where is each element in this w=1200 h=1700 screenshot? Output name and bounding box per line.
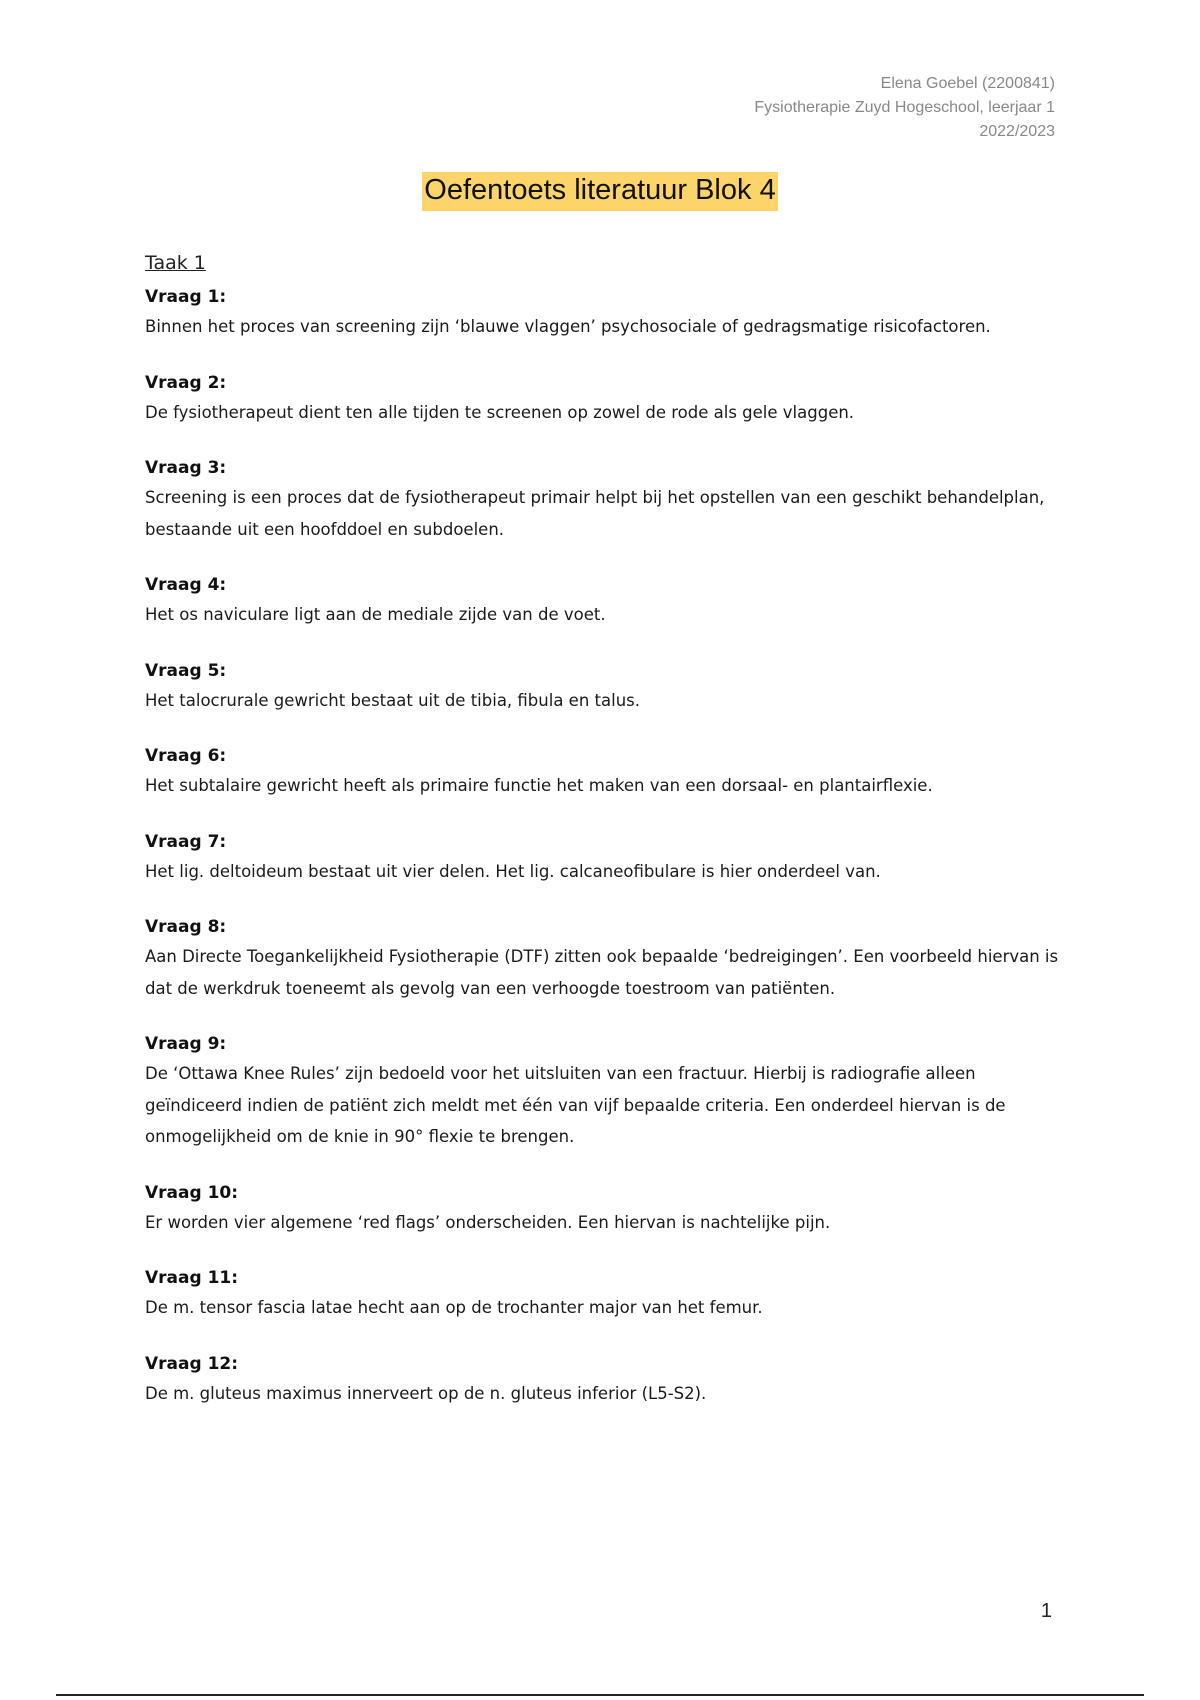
question-text: De m. gluteus maximus innerveert op de n. gluteus inferior (L5-S2). bbox=[145, 1383, 707, 1403]
question-label: Vraag 6: bbox=[145, 746, 227, 766]
question-item bbox=[145, 454, 1065, 545]
institution: Fysiotherapie Zuyd Hogeschool, leerjaar 1 bbox=[754, 99, 1055, 116]
document-body bbox=[145, 250, 1065, 1435]
question-item bbox=[145, 1179, 1065, 1239]
question-text: Het talocrurale gewricht bestaat uit de tibia, fibula en talus. bbox=[145, 690, 640, 710]
question-label: Vraag 7: bbox=[145, 831, 227, 852]
task-heading: Taak 1 bbox=[145, 252, 206, 274]
question-item bbox=[145, 283, 1065, 343]
question-label: Vraag 10: bbox=[145, 1182, 239, 1203]
question-text: De m. tensor fascia latae hecht aan op de trochanter major van het femur. bbox=[145, 1298, 763, 1317]
question-label: Vraag 5: bbox=[145, 660, 227, 681]
document-title: Oefentoets literatuur Blok 4 bbox=[422, 172, 777, 211]
question-text: Screening is een proces dat de fysiotherapeut primair helpt bij het opstellen van een geschikt behandelplan, bestaande uit een hoofddoel en subdoelen. bbox=[145, 488, 1045, 539]
question-item bbox=[145, 1264, 1065, 1324]
question-label: Vraag 8: bbox=[145, 917, 227, 937]
question-item bbox=[145, 571, 1065, 631]
question-text: Aan Directe Toegankelijkheid Fysiotherapie (DTF) zitten ook bepaalde ‘bedreigingen’. Een voorbeeld hiervan is dat de werkdruk toeneemt als gevolg van een verhoogde toestroom van patiënten. bbox=[145, 947, 1059, 998]
question-text: De fysiotherapeut dient ten alle tijden te screenen op zowel de rode als gele vlaggen. bbox=[145, 402, 855, 422]
question-label: Vraag 3: bbox=[145, 458, 227, 478]
question-label: Vraag 9: bbox=[145, 1034, 227, 1054]
question-label: Vraag 4: bbox=[145, 575, 227, 595]
question-item bbox=[145, 1030, 1065, 1153]
question-item bbox=[145, 1350, 1065, 1410]
question-item bbox=[145, 742, 1065, 802]
page-bottom-divider bbox=[56, 1694, 1144, 1696]
question-item bbox=[145, 913, 1065, 1004]
title-block bbox=[0, 172, 1200, 211]
question-text: Het subtalaire gewricht heeft als primaire functie het maken van een dorsaal- en plantairflexie. bbox=[145, 776, 933, 795]
question-label: Vraag 2: bbox=[145, 372, 227, 393]
question-text: Er worden vier algemene ‘red flags’ onderscheiden. Een hiervan is nachtelijke pijn. bbox=[145, 1212, 831, 1232]
question-label: Vraag 12: bbox=[145, 1353, 239, 1374]
question-label: Vraag 1: bbox=[145, 287, 227, 307]
academic-year: 2022/2023 bbox=[979, 123, 1055, 140]
question-item bbox=[145, 657, 1065, 717]
question-text: De ‘Ottawa Knee Rules’ zijn bedoeld voor het uitsluiten van een fractuur. Hierbij is radiografie alleen geïndiceerd indien de patiënt zich meldt met één van vijf bepaalde criteria. Een onderdeel hiervan is de onmogelijkheid om de knie in 90° flexie te brengen. bbox=[145, 1064, 1006, 1146]
page-number: 1 bbox=[1040, 1600, 1052, 1622]
question-text: Het lig. deltoideum bestaat uit vier delen. Het lig. calcaneofibulare is hier onderdeel van. bbox=[145, 861, 881, 881]
author-name: Elena Goebel (2200841) bbox=[880, 75, 1055, 92]
question-item bbox=[145, 369, 1065, 429]
question-label: Vraag 11: bbox=[145, 1268, 239, 1288]
question-text: Binnen het proces van screening zijn ‘blauwe vlaggen’ psychosociale of gedragsmatige risicofactoren. bbox=[145, 317, 991, 336]
question-text: Het os naviculare ligt aan de mediale zijde van de voet. bbox=[145, 605, 606, 624]
document-header bbox=[754, 72, 1055, 144]
question-item bbox=[145, 828, 1065, 888]
